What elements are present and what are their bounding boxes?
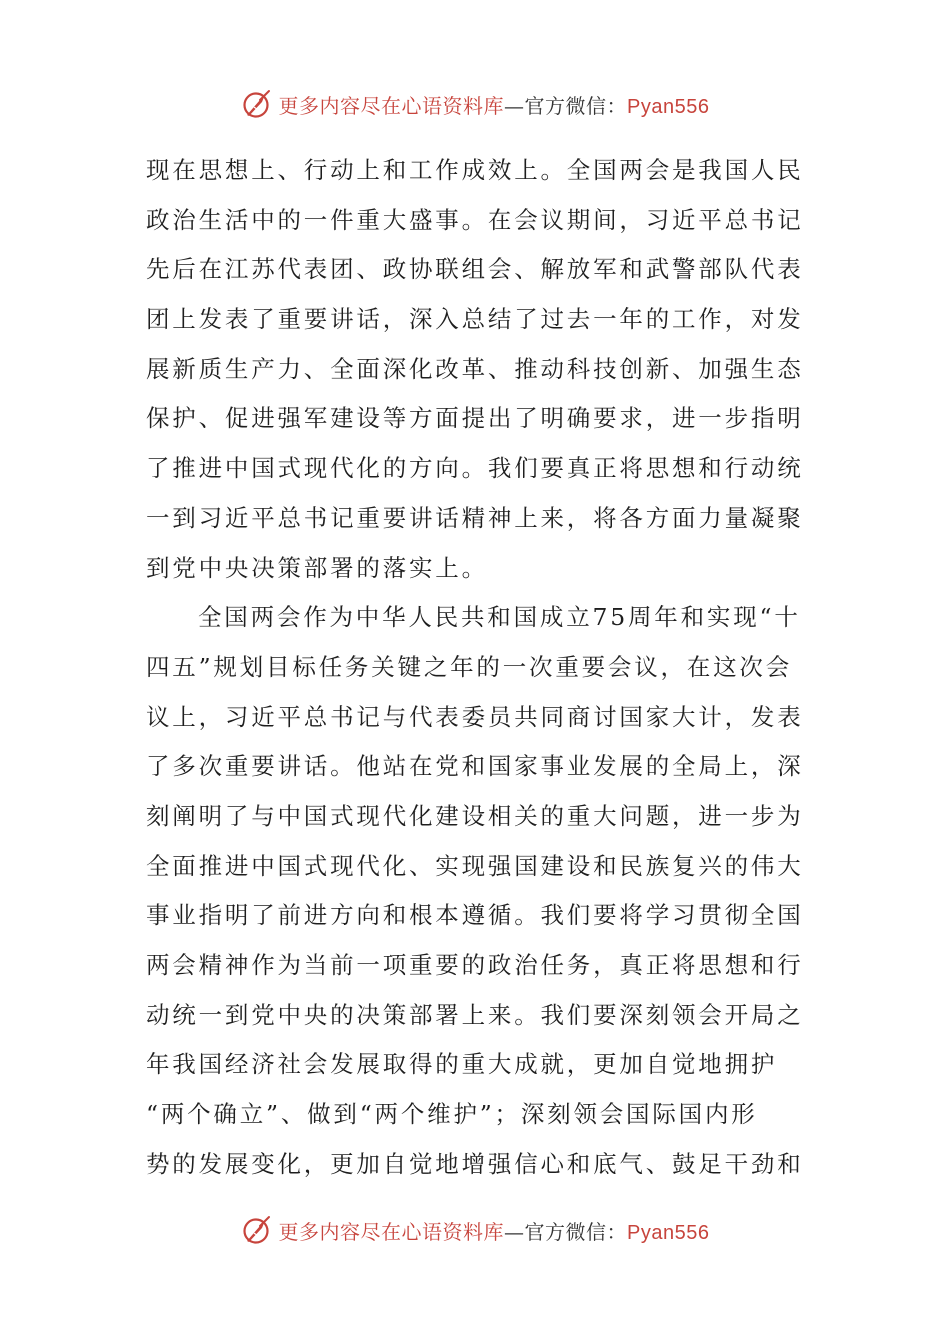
- text-line: 议上，习近平总书记与代表委员共同商讨国家大计，发表: [146, 702, 804, 731]
- text-line: 保护、促进强军建设等方面提出了明确要求，进一步指明: [146, 404, 804, 433]
- text-line: 四五”规划目标任务关键之年的一次重要会议，在这次会: [146, 652, 793, 681]
- paragraph-start-line: 全国两会作为中华人民共和国成立75周年和实现“十: [198, 603, 801, 632]
- text-line: 政治生活中的一件重大盛事。在会议期间，习近平总书记: [146, 205, 804, 234]
- text-line: 两会精神作为当前一项重要的政治任务，真正将思想和行: [146, 951, 804, 979]
- pen-seal-icon: [241, 1214, 273, 1246]
- banner-wechat-id: Pyan556: [627, 1221, 710, 1244]
- text-line: 动统一到党中央的决策部署上来。我们要深刻领会开局之: [146, 1000, 804, 1029]
- footer-watermark-banner: [0, 1210, 950, 1250]
- text-line: 全面推进中国式现代化、实现强国建设和民族复兴的伟大: [146, 851, 804, 880]
- text-line: 一到习近平总书记重要讲话精神上来，将各方面力量凝聚: [146, 503, 804, 532]
- banner-sub-text: —官方微信：: [504, 93, 628, 118]
- banner-main-text: 更多内容尽在心语资料库: [278, 1219, 505, 1244]
- text-line: 刻阐明了与中国式现代化建设相关的重大问题，进一步为: [146, 801, 804, 830]
- text-line: 了多次重要讲话。他站在党和国家事业发展的全局上，深: [146, 752, 804, 781]
- text-line: 势的发展变化，更加自觉地增强信心和底气、鼓足干劲和: [146, 1149, 804, 1178]
- pen-seal-icon: [241, 88, 273, 120]
- banner-text: [279, 90, 710, 119]
- banner-sub-text: —官方微信：: [504, 1219, 628, 1244]
- text-line: 现在思想上、行动上和工作成效上。全国两会是我国人民: [146, 156, 804, 184]
- text-line: 年我国经济社会发展取得的重大成就，更加自觉地拥护: [146, 1050, 778, 1079]
- banner-wechat-id: Pyan556: [627, 95, 710, 118]
- text-line: 先后在江苏代表团、政协联组会、解放军和武警部队代表: [146, 255, 804, 284]
- text-line: 到党中央决策部署的落实上。: [146, 553, 488, 582]
- banner-text: [279, 1216, 710, 1245]
- document-body: [146, 146, 804, 1189]
- text-line: “两个确立”、做到“两个维护”；深刻领会国际国内形: [146, 1100, 758, 1129]
- text-line: 事业指明了前进方向和根本遵循。我们要将学习贯彻全国: [146, 901, 804, 930]
- text-line: 团上发表了重要讲话，深入总结了过去一年的工作，对发: [146, 305, 804, 334]
- banner-main-text: 更多内容尽在心语资料库: [278, 93, 505, 118]
- header-watermark-banner: [0, 84, 950, 124]
- text-line: 展新质生产力、全面深化改革、推动科技创新、加强生态: [146, 354, 804, 383]
- text-line: 了推进中国式现代化的方向。我们要真正将思想和行动统: [146, 454, 804, 483]
